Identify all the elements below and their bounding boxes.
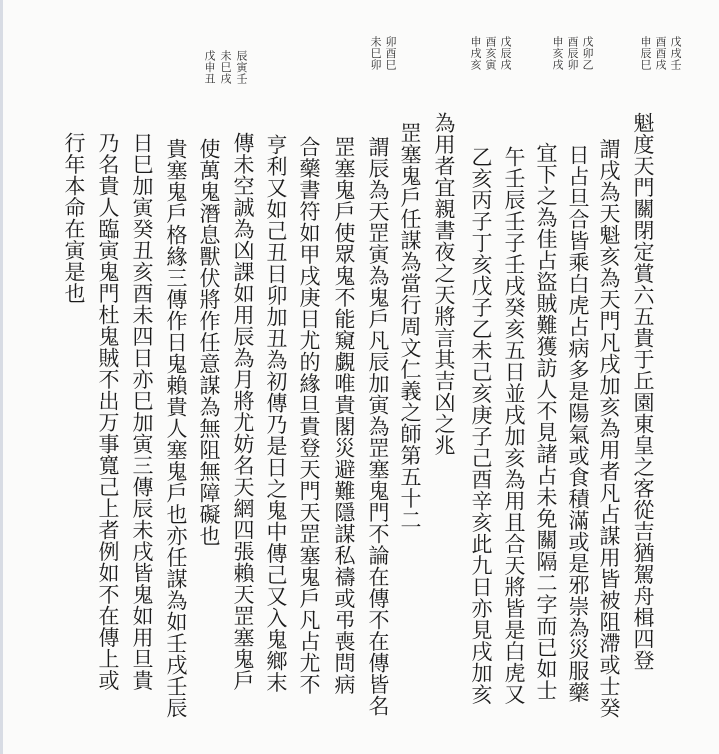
- text-col-4: 宜下之為佳占盜賊難獲訪人不見諸占未免關隔二字而已如士: [534, 142, 558, 701]
- page-edge: [0, 0, 3, 754]
- header-col-5: 酉辰卯: [566, 36, 579, 71]
- text-col-15: 貴塞鬼戶格緣三傳作日鬼賴貴人塞鬼戶也亦任謀為如壬戌壬辰: [164, 138, 188, 719]
- header-col-11: 未巳卯: [369, 36, 382, 71]
- header-col-7: 戊辰戌: [499, 36, 512, 71]
- header-col-3: 申辰巳: [639, 36, 652, 71]
- header-col-12: 辰寅壬: [235, 50, 248, 85]
- text-col-18: 行年本命在寅是也: [62, 132, 86, 304]
- header-col-4: 戊卯乙: [581, 36, 594, 71]
- text-col-14: 使萬鬼潛息獸伏將作任意謀為無阻無障礙也: [197, 138, 221, 547]
- text-col-2: 謂戌為天魁亥為天門凡戌加亥為用者凡占謀用皆被阻滯或士癸: [597, 138, 621, 719]
- header-col-8: 酉亥寅: [484, 36, 497, 71]
- text-col-9: 謂辰為天罡寅為鬼戶凡辰加寅為罡塞鬼門不論在傳不在傳皆名: [366, 136, 390, 717]
- header-col-14: 戊申丑: [203, 50, 216, 85]
- header-col-9: 申戌亥: [469, 36, 482, 71]
- text-col-7: 為用者宜親書夜之天將言其吉凶之兆: [432, 112, 456, 456]
- text-col-8: 罡塞鬼戶任謀為當行周文仁義之師第五十二: [398, 122, 422, 531]
- text-col-3: 日占旦合皆乘白虎占病多是陽氣或食積滿或是邪崇為災服藥: [566, 144, 590, 703]
- text-col-6: 乙亥丙子丁亥戊子乙未己亥庚子己酉辛亥此九日亦見戌加亥: [469, 146, 493, 705]
- header-col-10: 卯酉巳: [384, 36, 397, 71]
- header-col-6: 申亥戌: [551, 36, 564, 71]
- text-col-11: 合藥書符如甲戌庚日尤的緣旦貴登天門天罡塞鬼戶凡占尤不: [297, 136, 321, 695]
- text-col-5: 午壬辰壬子壬戌癸亥五日並戌加亥為用且合天將皆是白虎又: [502, 146, 526, 705]
- header-col-13: 未巳戌: [219, 50, 232, 85]
- text-col-17: 乃名貴人臨寅鬼門杜鬼賊不出万事寬己上者例如不在傳上或: [96, 132, 120, 691]
- header-col-1: 戊戌壬: [669, 36, 682, 71]
- text-col-16: 日巳加寅癸丑亥酉未四日亦巳加寅三傳辰未戌皆鬼如用旦貴: [130, 132, 154, 691]
- text-col-1: 魁度天門關閉定賞六五貴于丘園東皇之客從吉猶駕舟楫四登: [631, 112, 655, 671]
- text-col-10: 罡塞鬼戶使眾鬼不能窺覷唯貴閣災避難隱謀私禱或弔喪問病: [332, 136, 356, 695]
- text-col-12: 亨利又如己丑日卯加丑為初傳乃是日之鬼中傳己又入鬼鄉末: [264, 134, 288, 693]
- header-col-2: 酉酉戌: [654, 36, 667, 71]
- text-col-13: 傳未空誠為凶課如用辰為月將尤妨名天網四張賴天罡塞鬼戶: [231, 132, 255, 691]
